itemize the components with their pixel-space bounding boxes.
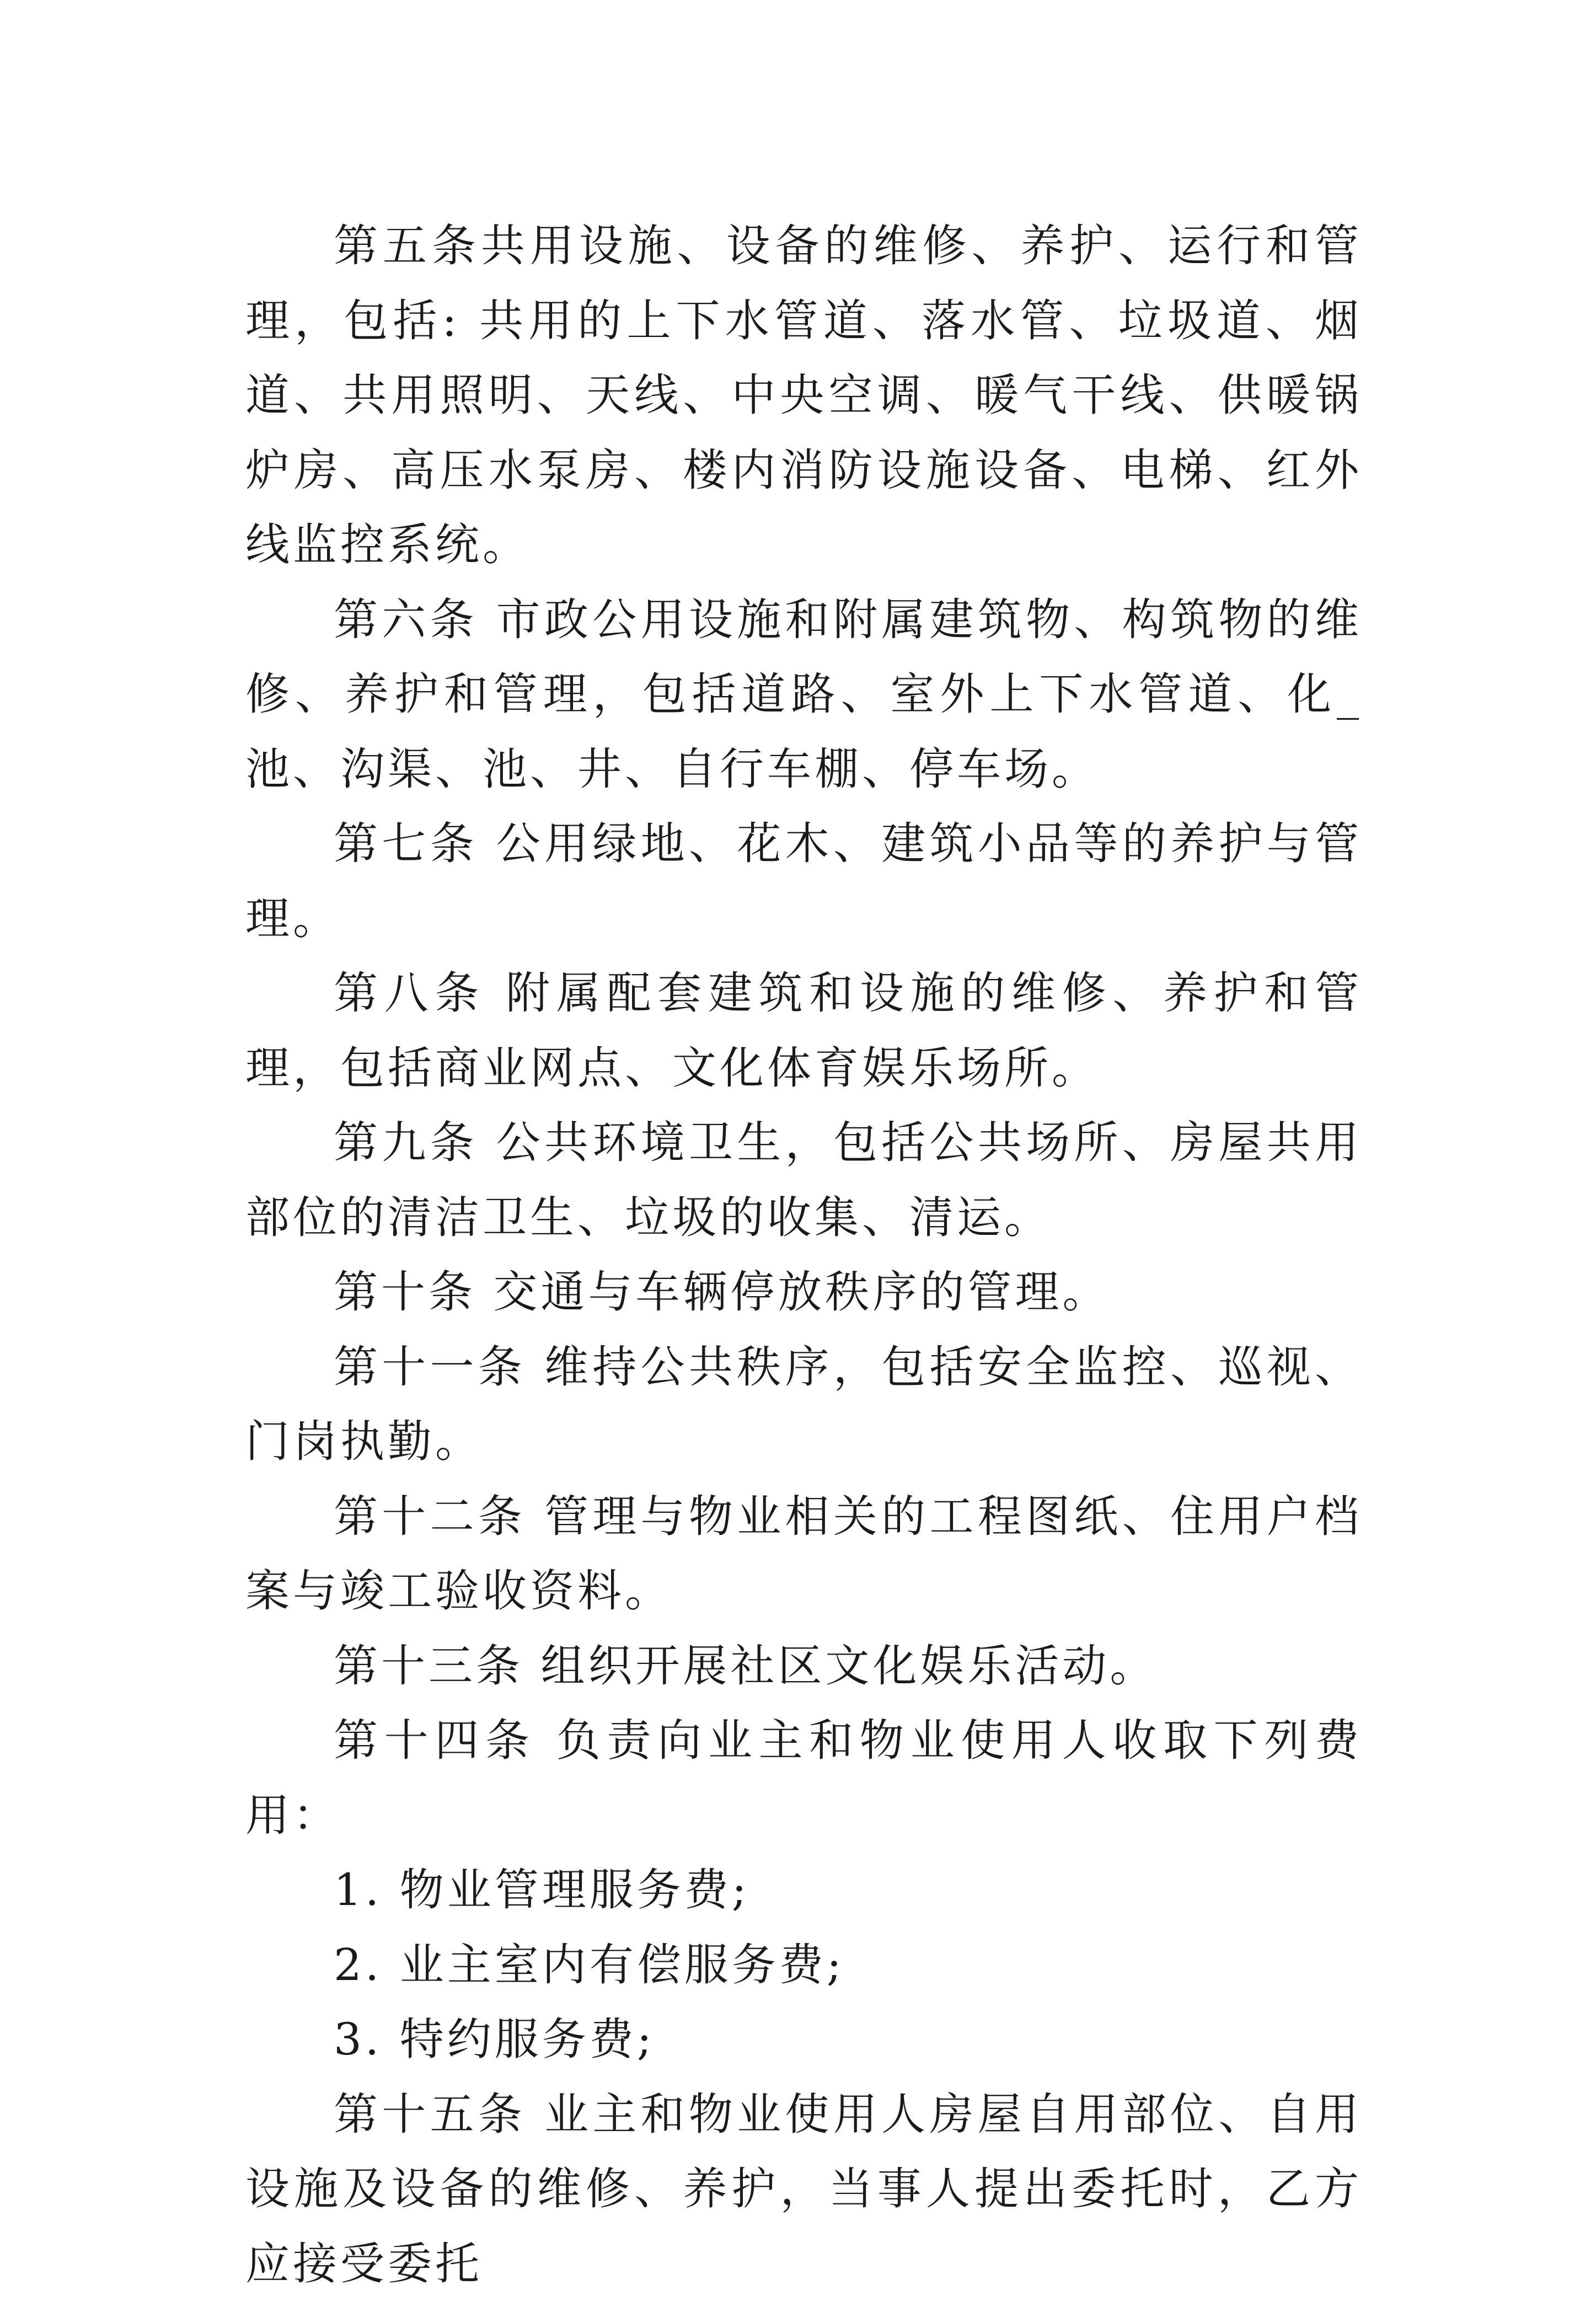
article-6-paragraph: 第六条 市政公用设施和附属建筑物、构筑物的维修、养护和管理，包括道路、室外上下水管道、化_池、沟渠、池、井、自行车棚、停车场。 (245, 582, 1362, 807)
article-15-paragraph: 第十五条 业主和物业使用人房屋自用部位、自用设施及设备的维修、养护，当事人提出委托时，乙方应接受委托 (245, 2077, 1362, 2301)
article-5-paragraph: 第五条共用设施、设备的维修、养护、运行和管理，包括: 共用的上下水管道、落水管、垃圾道、烟道、共用照明、天线、中央空调、暖气干线、供暖锅炉房、高压水泵房、楼内消防设施设备、电梯、红外线监控系统。 (245, 208, 1362, 582)
fee-item-2: 2. 业主室内有偿服务费; (245, 1928, 1362, 2003)
document-body (245, 208, 1362, 2301)
article-12-paragraph: 第十二条 管理与物业相关的工程图纸、住用户档案与竣工验收资料。 (245, 1479, 1362, 1629)
article-10-paragraph: 第十条 交通与车辆停放秩序的管理。 (245, 1255, 1362, 1330)
fee-item-3: 3. 特约服务费; (245, 2002, 1362, 2077)
article-11-paragraph: 第十一条 维持公共秩序，包括安全监控、巡视、门岗执勤。 (245, 1330, 1362, 1479)
article-7-paragraph: 第七条 公用绿地、花木、建筑小品等的养护与管理。 (245, 806, 1362, 956)
article-14-paragraph: 第十四条 负责向业主和物业使用人收取下列费用： (245, 1703, 1362, 1853)
article-9-paragraph: 第九条 公共环境卫生，包括公共场所、房屋共用部位的清洁卫生、垃圾的收集、清运。 (245, 1105, 1362, 1255)
article-13-paragraph: 第十三条 组织开展社区文化娱乐活动。 (245, 1629, 1362, 1704)
article-8-paragraph: 第八条 附属配套建筑和设施的维修、养护和管理，包括商业网点、文化体育娱乐场所。 (245, 956, 1362, 1105)
fee-item-1: 1. 物业管理服务费; (245, 1853, 1362, 1928)
